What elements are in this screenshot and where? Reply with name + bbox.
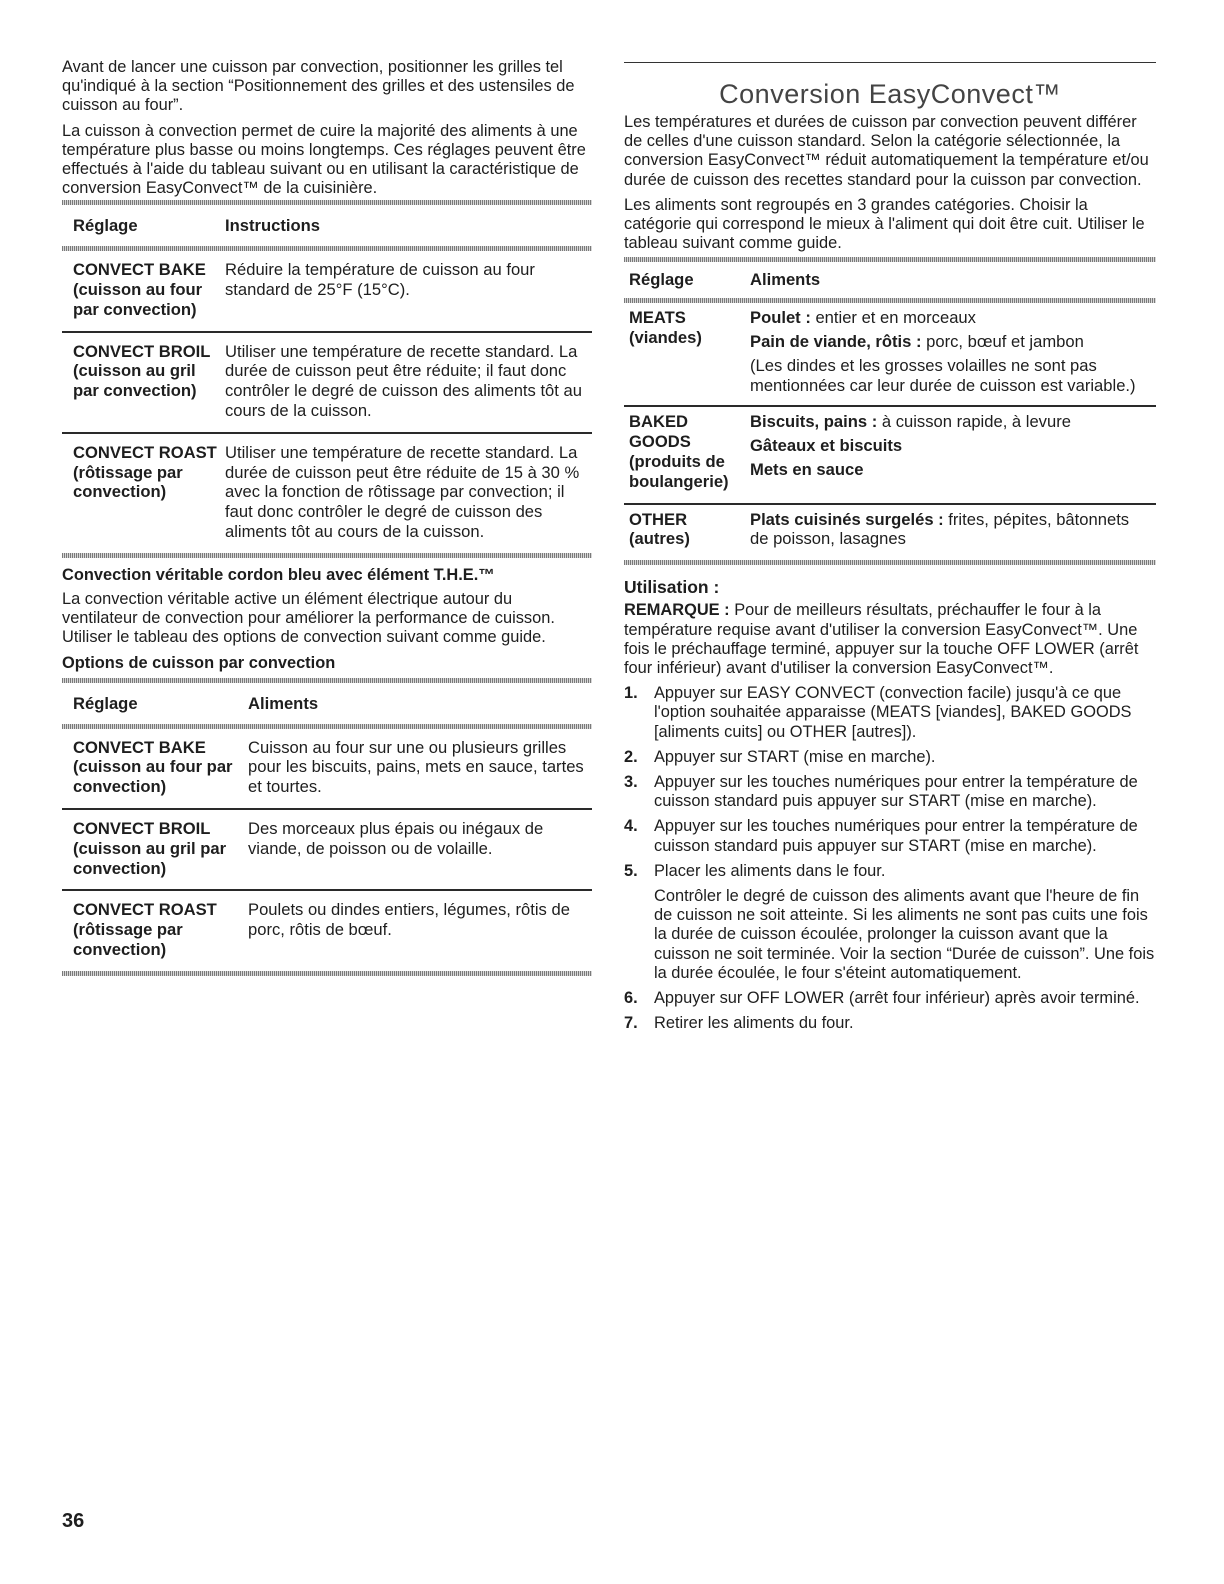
- header-aliments: Aliments: [750, 270, 821, 290]
- table-rule: [62, 553, 592, 558]
- row-setting: OTHER (autres): [629, 509, 690, 549]
- step-number: 2.: [624, 747, 638, 766]
- table-header-row: [62, 205, 592, 246]
- row-foods: [750, 407, 1156, 502]
- settings-instructions-table-body-3: [62, 434, 592, 553]
- food-label: Pain de viande, rôtis :: [750, 332, 922, 352]
- food-category-table: [624, 262, 1156, 298]
- easyconvect-intro-2: Les aliments sont regroupés en 3 grandes catégories. Choisir la catégorie qui correspond le mieux à l'aliment qui doit être cuit. Utiliser le tableau suivant comme guide.: [624, 195, 1145, 253]
- food-line: [750, 412, 1150, 432]
- table-row: [62, 891, 592, 970]
- convection-options-table: [62, 683, 592, 724]
- remarque-paragraph: [624, 601, 1156, 678]
- row-description: Des morceaux plus épais ou inégaux de viande, de poisson ou de volaille.: [248, 818, 544, 858]
- header-reglage: Réglage: [629, 270, 694, 290]
- step-number: 7.: [624, 1014, 638, 1033]
- row-description: Utiliser une température de recette standard. La durée de cuisson peut être réduite de 15 à 30 % avec la fonction de rôtissage par convection; il faut donc contrôler le degré de cuisson des aliments tôt au cours de la cuisson.: [225, 442, 580, 541]
- row-setting: BAKED GOODS (produits de boulangerie): [629, 412, 729, 491]
- list-item: [624, 773, 1156, 811]
- food-category-other: [624, 505, 1156, 561]
- intro-paragraph-2: La cuisson à convection permet de cuire la majorité des aliments à une température plus basse ou moins longtemps. Ces réglages peuvent être effectués à l'aide du tableau suivant ou en utilisant la caractéristique de conversion EasyConvect™ de la cuisinière.: [62, 121, 586, 198]
- table-row: [62, 333, 592, 432]
- food-category-meats: [624, 303, 1156, 405]
- row-setting: CONVECT BROIL (cuisson au gril par convection): [73, 818, 227, 878]
- step-text: Appuyer sur les touches numériques pour entrer la température de cuisson standard puis appuyer sur START (mise en marche).: [654, 773, 1138, 811]
- table-header-row: [624, 262, 1156, 298]
- step-subtext: Contrôler le degré de cuisson des aliments avant que l'heure de fin de cuisson ne soit atteinte. Si les aliments ne sont pas cuits une fois la durée de cuisson écoulée, prolonger la cuisson avant que la cuisson ne soit terminée. Voir la section “Durée de cuisson”. Une fois la durée écoulée, le four s'éteint automatiquement.: [654, 887, 1155, 982]
- true-convection-paragraph: La convection véritable active un élément électrique autour du ventilateur de convection pour améliorer la performance de cuisson. Utiliser le tableau des options de convection suivant comme guide.: [62, 589, 555, 647]
- header-aliments: Aliments: [248, 693, 319, 713]
- row-setting: CONVECT BAKE (cuisson au four par convection): [73, 737, 233, 797]
- table-row: [624, 303, 1156, 405]
- food-detail: entier et en morceaux: [810, 308, 976, 328]
- step-text: Appuyer sur EASY CONVECT (convection facile) jusqu'à ce que l'option souhaitée apparaisse (MEATS [viandes], BAKED GOODS [aliments cuits] ou OTHER [autres]).: [654, 684, 1132, 741]
- step-number: 3.: [624, 773, 638, 792]
- step-number: 6.: [624, 989, 638, 1008]
- row-setting: MEATS (viandes): [629, 308, 702, 348]
- table-header-row: [62, 683, 592, 724]
- table-row: [62, 810, 592, 889]
- table-row: [62, 729, 592, 808]
- page-number: 36: [62, 1510, 85, 1532]
- food-line: [750, 308, 1150, 328]
- settings-instructions-table: [62, 205, 592, 246]
- row-description: Poulets ou dindes entiers, légumes, rôtis de porc, rôtis de bœuf.: [248, 900, 570, 940]
- table-row: [624, 407, 1156, 502]
- row-foods: [750, 505, 1156, 561]
- table-row: [62, 434, 592, 553]
- row-setting: CONVECT ROAST (rôtissage par convection): [73, 442, 217, 502]
- step-number: 4.: [624, 817, 638, 836]
- remarque-label: REMARQUE :: [624, 601, 730, 620]
- food-line: Gâteaux et biscuits: [750, 436, 903, 456]
- row-description: Réduire la température de cuisson au four standard de 25°F (15°C).: [225, 260, 535, 300]
- convection-options-body-3: [62, 891, 592, 970]
- row-setting: CONVECT BROIL (cuisson au gril par convection): [73, 341, 211, 401]
- steps-list: [624, 684, 1156, 1033]
- row-setting: CONVECT ROAST (rôtissage par convection): [73, 900, 217, 959]
- right-column: [624, 62, 1156, 1039]
- food-label: Plats cuisinés surgelés :: [750, 509, 944, 529]
- table-row: [62, 251, 592, 330]
- easyconvect-intro-1: Les températures et durées de cuisson par convection peuvent différer de celles d'une cuisson standard. Selon la catégorie sélectionnée, la conversion EasyConvect™ réduit automatiquement la température et/ou durée de cuisson des recettes standard pour la cuisson par convection.: [624, 113, 1149, 189]
- convection-options-body-1: [62, 729, 592, 808]
- food-detail: porc, bœuf et jambon: [921, 332, 1084, 352]
- table-rule: [62, 971, 592, 976]
- options-heading: Options de cuisson par convection: [62, 653, 336, 672]
- food-line: Mets en sauce: [750, 460, 864, 479]
- row-setting: CONVECT BAKE (cuisson au four par convection): [73, 260, 206, 319]
- food-line: [750, 332, 1150, 352]
- list-item: [624, 1014, 1156, 1033]
- step-text: Placer les aliments dans le four.: [654, 861, 886, 880]
- intro-paragraph-1: Avant de lancer une cuisson par convection, positionner les grilles tel qu'indiqué à la section “Positionnement des grilles et des ustensiles de cuisson au four”.: [62, 58, 575, 115]
- row-description: Cuisson au four sur une ou plusieurs grilles pour les biscuits, pains, mets en sauce, tartes et tourtes.: [248, 737, 584, 797]
- step-text: Appuyer sur START (mise en marche).: [654, 747, 936, 766]
- table-rule: [624, 560, 1156, 565]
- step-text: Retirer les aliments du four.: [654, 1014, 854, 1033]
- food-detail: frites, pépites, bâtonnets de poisson, lasagnes: [750, 509, 1130, 549]
- section-top-rule: [624, 62, 1156, 63]
- convection-options-body-2: [62, 810, 592, 889]
- food-note: (Les dindes et les grosses volailles ne sont pas mentionnées car leur durée de cuisson est variable.): [750, 355, 1136, 395]
- list-item: [624, 684, 1156, 742]
- settings-instructions-table-body-2: [62, 333, 592, 432]
- step-number: 5.: [624, 861, 638, 880]
- row-description: Utiliser une température de recette standard. La durée de cuisson peut être réduite; il faut donc contrôler le degré de cuisson des aliments tôt au cours de la cuisson.: [225, 341, 582, 420]
- step-text: Appuyer sur les touches numériques pour entrer la température de cuisson standard puis appuyer sur START (mise en marche).: [654, 817, 1138, 855]
- header-instructions: Instructions: [225, 216, 320, 236]
- list-item: [624, 989, 1156, 1008]
- settings-instructions-table-body: [62, 251, 592, 330]
- step-text: Appuyer sur OFF LOWER (arrêt four inférieur) après avoir terminé.: [654, 989, 1140, 1008]
- list-item: [624, 862, 1156, 983]
- list-item: [624, 817, 1156, 855]
- header-reglage: Réglage: [73, 693, 138, 713]
- header-reglage: Réglage: [73, 216, 138, 236]
- food-category-baked: [624, 407, 1156, 502]
- section-title: Conversion EasyConvect™: [719, 79, 1061, 109]
- true-convection-heading: Convection véritable cordon bleu avec élément T.H.E.™: [62, 565, 495, 584]
- utilisation-heading: Utilisation :: [624, 577, 720, 598]
- food-label: Biscuits, pains :: [750, 412, 878, 432]
- row-foods: [750, 303, 1156, 405]
- food-label: Poulet :: [750, 308, 811, 328]
- list-item: [624, 748, 1156, 767]
- remarque-text: Pour de meilleurs résultats, préchauffer le four à la température requise avant d'utiliser la conversion EasyConvect™. Une fois le préchauffage terminé, appuyer sur la touche OFF LOWER (arrêt four inférieur) avant d'utiliser la conversion EasyConvect™.: [624, 601, 1139, 677]
- food-detail: à cuisson rapide, à levure: [877, 412, 1071, 432]
- table-row: [624, 505, 1156, 561]
- step-number: 1.: [624, 684, 638, 703]
- left-column: [62, 58, 592, 976]
